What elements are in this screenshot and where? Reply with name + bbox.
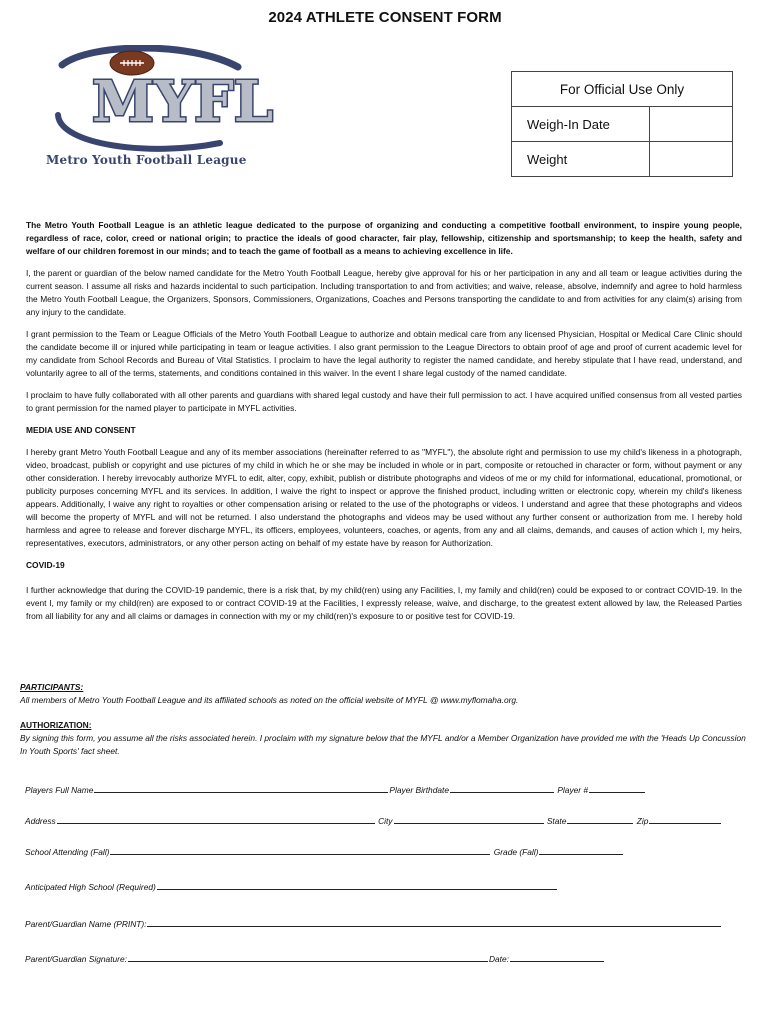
high-school-line[interactable] xyxy=(157,881,557,890)
zip-line[interactable] xyxy=(649,815,721,824)
date-label: Date: xyxy=(488,954,509,964)
player-number-label: Player # xyxy=(557,785,589,795)
guardian-name-line[interactable] xyxy=(147,918,721,927)
school-row xyxy=(25,846,624,857)
official-use-header-row xyxy=(512,72,733,107)
weigh-in-value[interactable] xyxy=(650,107,733,142)
covid-paragraph: I further acknowledge that during the COVID-19 pandemic, there is a risk that, by my child(ren) using any Facilities, I, my family and child(ren) could be exposed to or contract COVID-19. In the event I, my family or my child(ren) are exposed to or contract COVID-19 at the Facilities, I expressly release, waive, and discharge, to the greatest extent allowed by law, the Released Parties from all liability for any and all claims or damages in connection with my or my child(ren)'s exposure to or positive test for COVID-19. xyxy=(26,585,742,621)
participants-section xyxy=(20,681,750,707)
guardian-name-label: Parent/Guardian Name (PRINT): xyxy=(25,919,147,929)
weight-label: Weight xyxy=(512,142,650,177)
weight-row xyxy=(512,142,733,177)
address-row xyxy=(25,815,722,826)
grade-line[interactable] xyxy=(539,846,623,855)
guardian-signature-line[interactable] xyxy=(128,953,488,962)
media-paragraph: I hereby grant Metro Youth Football League and any of its member associations (hereinafter referred to as "MYFL"), the absolute right and permission to use my child's likeness in a photograph, video, broadcast, publish or copyright and use pictures of my child in which he or she may be included in whole or in part, composite or retouched in character or form, without payment or any other consideration. I hereby irrevocably authorize MYFL to edit, alter, copy, exhibit, publish or distribute photographs and videos of me or my child for informational, educational, promotional, or publicity purposes concerning MYFL and its services. In addition, I waive the right to inspect or approve the finished product, including written or electronic copy, wherein my child's likeness appears. Additionally, I waive any right to royalties or other compensation arising or related to the use of the photographs or videos. I understand and agree that these photographs and videos will become the property of MYFL and will not be returned. I also understand the photographs and videos may be used without any further consent or authorization from me. I hereby hold harmless and agree to release and forever discharge MYFL, its officers, employees, volunteers, coaches, or agents, from any and all claims, demands, and causes of action which I, my heirs, representatives, executors, administrators, or any other person acting on behalf of my estate have by reason for Authorization. xyxy=(26,447,742,548)
medical-paragraph: I grant permission to the Team or League Officials of the Metro Youth Football League to authorize and obtain medical care from any licensed Physician, Hospital or Medical Care Clinic should the candidate become ill or injured while participating in team or league activities. I also grant permission to the League Directors to obtain proof of age and proof of current academic level for my candidate from School Records and Bureau of Vital Statistics. I proclaim to have the legal authority to register the named candidate, and hereby stipulate that I have read, understand, and voluntarily agree to all of the terms, statements, and conditions contained in this waiver. In the event I share legal custody of the named candidate. xyxy=(26,329,742,378)
guardian-name-row xyxy=(25,918,722,929)
date-line[interactable] xyxy=(510,953,604,962)
high-school-label: Anticipated High School (Required) xyxy=(25,882,156,892)
zip-label: Zip xyxy=(636,816,649,826)
weight-value[interactable] xyxy=(650,142,733,177)
school-label: School Attending (Fall) xyxy=(25,847,110,857)
weigh-in-label: Weigh-In Date xyxy=(512,107,650,142)
school-line[interactable] xyxy=(110,846,490,855)
logo-subtitle: Metro Youth Football League xyxy=(46,153,247,167)
participants-heading: PARTICIPANTS: xyxy=(20,682,84,692)
covid-heading: COVID-19 xyxy=(26,560,65,570)
player-row xyxy=(25,784,646,795)
form-body xyxy=(26,219,742,632)
high-school-row xyxy=(25,881,558,892)
guardian-signature-label: Parent/Guardian Signature: xyxy=(25,954,127,964)
form-title: 2024 ATHLETE CONSENT FORM xyxy=(268,9,502,26)
approval-paragraph: I, the parent or guardian of the below named candidate for the Metro Youth Football League, hereby give approval for his or her participation in any and all team or league activities during the current season. I assume all risks and hazards incidental to such participation. Including transportation to and from activities; and waive, release, absolve, indemnify and agree to hold harmless the Metro Youth Football League, the Organizers, Sponsors, Commissioners, Organizations, Coaches and Persons transporting the candidate to and from activities for any claim(s) arising from any injury to the candidate. xyxy=(26,268,742,317)
player-birthdate-label: Player Birthdate xyxy=(389,785,450,795)
state-label: State xyxy=(546,816,567,826)
participants-text: All members of Metro Youth Football League and its affiliated schools as noted on the official website of MYFL @ www.myflomaha.org. xyxy=(20,695,519,705)
authorization-heading: AUTHORIZATION: xyxy=(20,720,92,730)
official-use-table xyxy=(511,71,733,177)
player-number-line[interactable] xyxy=(589,784,645,793)
address-line[interactable] xyxy=(57,815,375,824)
address-label: Address xyxy=(25,816,56,826)
custody-paragraph: I proclaim to have fully collaborated with all other parents and guardians with shared legal custody and have their full permission to act. I have acquired unified consensus from all vested parties to grant permission for the named player to participate in MYFL activities. xyxy=(26,390,742,413)
state-line[interactable] xyxy=(567,815,633,824)
city-line[interactable] xyxy=(394,815,544,824)
city-label: City xyxy=(378,816,393,826)
player-birthdate-line[interactable] xyxy=(450,784,554,793)
logo-wordmark: MYFL xyxy=(92,69,274,135)
authorization-section xyxy=(20,719,750,758)
player-name-label: Players Full Name xyxy=(25,785,94,795)
mission-paragraph: The Metro Youth Football League is an athletic league dedicated to the purpose of organizing and conducting a competitive football environment, to inspire young people, regardless of race, color, creed or national origin; to practice the ideals of good character, fair play, fellowship, citizenship and sportsmanship; to keep the health, safety and welfare of our children foremost in our minds; and to teach the game of football as a means to achieving excellence in life. xyxy=(26,220,742,256)
player-name-line[interactable] xyxy=(94,784,388,793)
official-use-header: For Official Use Only xyxy=(512,72,733,107)
weigh-in-row xyxy=(512,107,733,142)
media-heading: MEDIA USE AND CONSENT xyxy=(26,425,136,435)
guardian-signature-row xyxy=(25,953,605,964)
grade-label: Grade (Fall) xyxy=(493,847,539,857)
authorization-text: By signing this form, you assume all the risks associated herein. I proclaim with my signature below that the MYFL and/or a Member Organization have provided me with the 'Heads Up Concussion In Youth Sports' fact sheet. xyxy=(20,733,746,756)
